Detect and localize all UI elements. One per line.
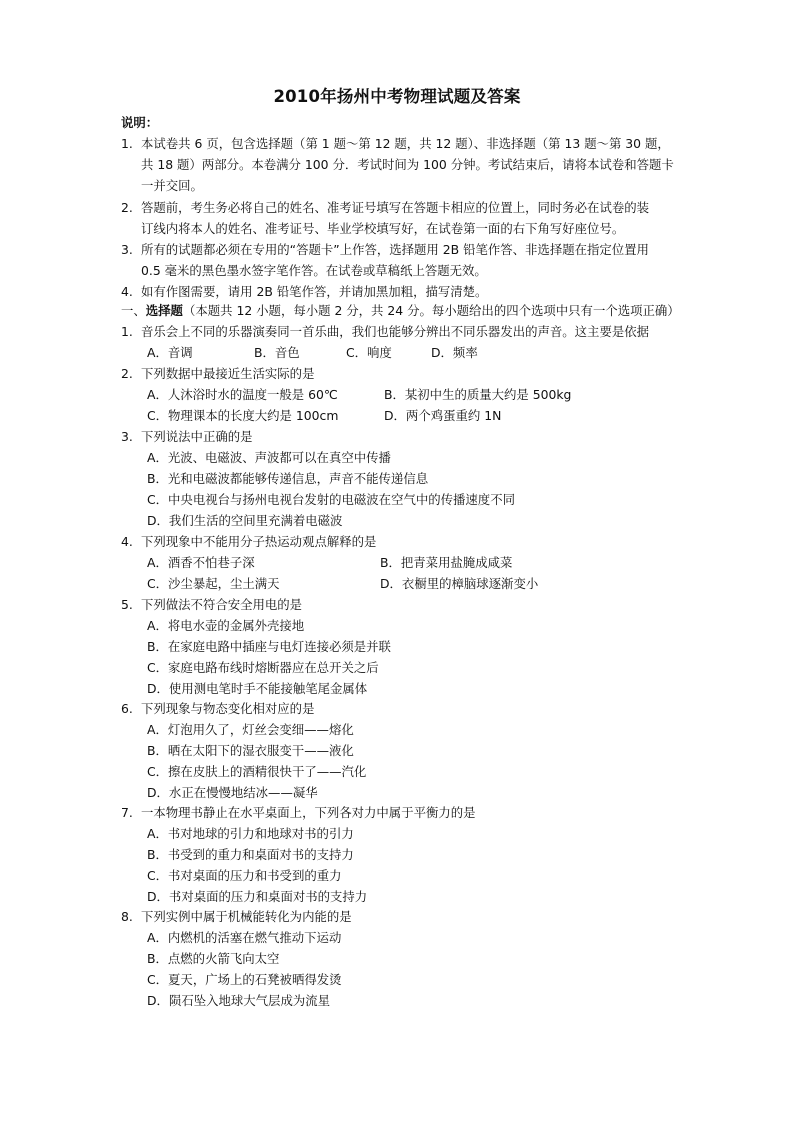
option: B．书受到的重力和桌面对书的支持力 (147, 847, 354, 862)
question-stem: 音乐会上不同的乐器演奏同一首乐曲，我们也能够分辨出不同乐器发出的声音。这主要是依据 (141, 324, 650, 339)
section-prefix: 一、 (121, 303, 146, 318)
instruction-line: 本试卷共 6 页，包含选择题（第 1 题～第 12 题，共 12 题）、非选择题（第 13 题～第 30 题， (141, 136, 670, 151)
question-stem: 下列实例中属于机械能转化为内能的是 (141, 909, 352, 924)
option: D．衣橱里的樟脑球逐渐变小 (380, 576, 539, 591)
option: C．沙尘暴起，尘土满天 (147, 576, 280, 591)
page-title: 2010年扬州中考物理试题及答案 (273, 87, 521, 106)
section-description: （本题共 12 小题，每小题 2 分，共 24 分。每小题给出的四个选项中只有一个选项正确） (182, 303, 680, 318)
question-number: 6. (121, 701, 133, 716)
instruction-line: 一并交回。 (141, 178, 203, 193)
option: A．光波、电磁波、声波都可以在真空中传播 (147, 450, 391, 465)
option: C．夏天，广场上的石凳被晒得发烫 (147, 972, 342, 987)
question-stem: 下列做法不符合安全用电的是 (141, 597, 303, 612)
option: D．书对桌面的压力和桌面对书的支持力 (147, 889, 368, 904)
instruction-line: 共 18 题）两部分。本卷满分 100 分．考试时间为 100 分钟。考试结束后，请将本试卷和答题卡 (141, 157, 674, 172)
question-number: 5. (121, 597, 133, 612)
question-number: 2. (121, 366, 133, 381)
option: A．将电水壶的金属外壳接地 (147, 618, 305, 633)
instruction-number: 1. (121, 136, 133, 151)
instruction-line: 答题前，考生务必将自己的姓名、准考证号填写在答题卡相应的位置上，同时务必在试卷的装 (141, 200, 650, 215)
instruction-number: 3. (121, 242, 133, 257)
instruction-line: 订线内将本人的姓名、准考证号、毕业学校填写好，在试卷第一面的右下角写好座位号。 (141, 221, 625, 236)
option: D．水正在慢慢地结冰——凝华 (147, 785, 318, 800)
instruction-line: 所有的试题都必须在专用的“答题卡”上作答，选择题用 2B 铅笔作答、非选择题在指定位置用 (141, 242, 649, 257)
instruction-number: 2. (121, 200, 133, 215)
option: C．家庭电路布线时熔断器应在总开关之后 (147, 660, 379, 675)
option: D．频率 (431, 345, 478, 360)
option: C．物理课本的长度大约是 100cm (147, 408, 339, 423)
option: A．灯泡用久了，灯丝会变细——熔化 (147, 722, 354, 737)
option: A．音调 (147, 345, 193, 360)
instruction-line: 如有作图需要，请用 2B 铅笔作答，并请加黑加粗，描写清楚。 (141, 284, 488, 299)
option: B．晒在太阳下的湿衣服变干——液化 (147, 743, 354, 758)
option: B．点燃的火箭飞向太空 (147, 951, 280, 966)
section-heading (121, 303, 680, 319)
option: C．书对桌面的压力和书受到的重力 (147, 868, 342, 883)
section-name: 选择题 (145, 303, 183, 318)
option: B．把青菜用盐腌成咸菜 (380, 555, 513, 570)
option: B．某初中生的质量大约是 500kg (384, 387, 572, 402)
option: A．酒香不怕巷子深 (147, 555, 255, 570)
instruction-number: 4. (121, 284, 133, 299)
option: C．响度 (346, 345, 392, 360)
option: D．使用测电笔时手不能接触笔尾金属体 (147, 681, 368, 696)
question-number: 3. (121, 429, 133, 444)
question-number: 7. (121, 805, 133, 820)
question-number: 8. (121, 909, 133, 924)
option: C．中央电视台与扬州电视台发射的电磁波在空气中的传播速度不同 (147, 492, 515, 507)
instruction-line: 0.5 毫米的黑色墨水签字笔作答。在试卷或草稿纸上答题无效。 (141, 263, 487, 278)
option: D．两个鸡蛋重约 1N (384, 408, 502, 423)
option: A．书对地球的引力和地球对书的引力 (147, 826, 354, 841)
option: C．擦在皮肤上的酒精很快干了——汽化 (147, 764, 367, 779)
question-stem: 下列数据中最接近生活实际的是 (141, 366, 315, 381)
question-stem: 下列说法中正确的是 (141, 429, 253, 444)
option: B．在家庭电路中插座与电灯连接必须是并联 (147, 639, 391, 654)
instructions-heading: 说明： (121, 115, 159, 130)
option: B．光和电磁波都能够传递信息，声音不能传递信息 (147, 471, 429, 486)
option: B．音色 (254, 345, 300, 360)
question-number: 4. (121, 534, 133, 549)
question-stem: 下列现象与物态变化相对应的是 (141, 701, 315, 716)
question-stem: 下列现象中不能用分子热运动观点解释的是 (141, 534, 377, 549)
option: A．内燃机的活塞在燃气推动下运动 (147, 930, 342, 945)
option: D．陨石坠入地球大气层成为流星 (147, 993, 331, 1008)
option: A．人沐浴时水的温度一般是 60℃ (147, 387, 338, 402)
option: D．我们生活的空间里充满着电磁波 (147, 513, 343, 528)
question-number: 1. (121, 324, 133, 339)
question-stem: 一本物理书静止在水平桌面上，下列各对力中属于平衡力的是 (141, 805, 476, 820)
